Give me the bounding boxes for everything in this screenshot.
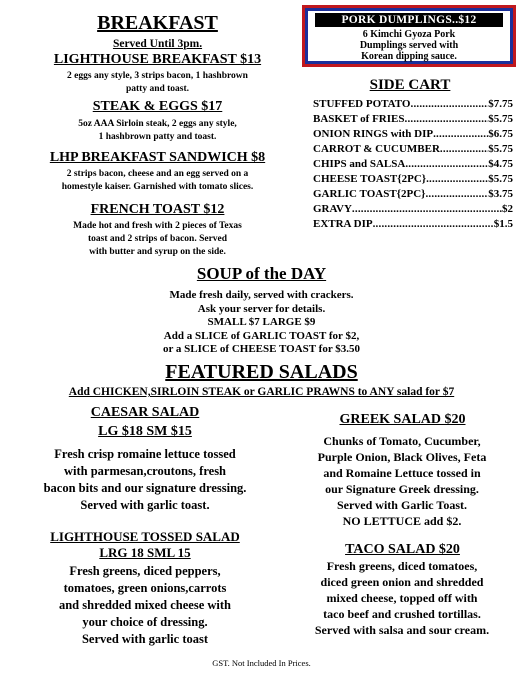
side-item-name: STUFFED POTATO <box>313 98 411 110</box>
desc-line: patty and toast. <box>125 84 190 94</box>
leader-dots <box>373 217 494 232</box>
desc-line: 1 hashbrown patty and toast. <box>98 132 217 142</box>
desc-line: NO LETTUCE add $2. <box>342 514 462 528</box>
steak-eggs-desc <box>25 118 290 144</box>
desc-line: Purple Onion, Black Olives, Feta <box>317 450 487 464</box>
side-item-price: $5.75 <box>488 143 513 155</box>
side-item-name: CHIPS and SALSA <box>313 158 406 170</box>
tossed-salad-sizes: LRG 18 SML 15 <box>99 545 191 560</box>
desc-line: Dumplings served with <box>359 40 459 51</box>
side-item-name: GRAVY <box>313 203 352 215</box>
greek-salad-desc <box>282 433 522 529</box>
soup-line: SMALL $7 LARGE $9 <box>207 316 316 328</box>
side-item-price: $5.75 <box>488 173 513 185</box>
soup-desc <box>0 289 523 357</box>
desc-line: Fresh crisp romaine lettuce tossed <box>54 447 236 461</box>
tossed-salad-name: LIGHTHOUSE TOSSED SALAD <box>50 529 240 544</box>
soup-line: Add a SLICE of GARLIC TOAST for $2, <box>163 329 360 342</box>
desc-line: diced green onion and shredded <box>320 575 484 589</box>
soup-line: or a SLICE of CHEESE TOAST for $3.50 <box>162 343 361 355</box>
desc-line: Fresh greens, diced tomatoes, <box>326 559 478 573</box>
desc-line: 2 strips bacon, cheese and an egg served on a <box>66 169 249 179</box>
desc-line: and Romaine Lettuce tossed in <box>323 466 481 480</box>
side-item-price: $1.5 <box>493 218 513 230</box>
side-item-name: CARROT & CUCUMBER <box>313 143 440 155</box>
desc-line: with parmesan,croutons, fresh <box>63 464 227 478</box>
breakfast-served-time: Served Until 3pm. <box>112 38 203 50</box>
side-item-name: ONION RINGS with DIP <box>313 128 434 140</box>
side-item-name: BASKET of FRIES <box>313 113 405 125</box>
lhp-sandwich-desc <box>25 168 290 194</box>
desc-line: bacon bits and our signature dressing. <box>43 481 247 495</box>
promo-title: PORK DUMPLINGS..$12 <box>315 13 503 27</box>
side-item-price: $6.75 <box>488 128 513 140</box>
desc-line: Served with salsa and sour cream. <box>314 623 490 637</box>
soup-line: Ask your server for details. <box>197 302 326 315</box>
lighthouse-breakfast-name: LIGHTHOUSE BREAKFAST $13 <box>53 52 262 67</box>
french-toast-desc <box>25 220 290 259</box>
taco-salad-desc <box>282 558 522 638</box>
steak-eggs-name: STEAK & EGGS $17 <box>92 99 223 114</box>
promo-desc <box>305 29 513 62</box>
side-item-price: $5.75 <box>488 113 513 125</box>
side-item <box>313 127 513 142</box>
side-item-name: EXTRA DIP <box>313 218 373 230</box>
side-item <box>313 187 513 202</box>
caesar-salad-name: CAESAR SALAD <box>90 405 200 420</box>
side-item <box>313 112 513 127</box>
side-item-name: GARLIC TOAST{2PC} <box>313 188 426 200</box>
desc-line: taco beef and crushed tortillas. <box>323 607 481 621</box>
side-item-price: $7.75 <box>488 98 513 110</box>
leader-dots <box>405 157 488 172</box>
desc-line: Fresh greens, diced peppers, <box>69 564 221 578</box>
desc-line: Made hot and fresh with 2 pieces of Texas <box>73 221 242 231</box>
side-item <box>313 157 513 172</box>
lhp-sandwich-name: LHP BREAKFAST SANDWICH $8 <box>49 150 266 165</box>
leader-dots <box>405 112 489 127</box>
french-toast-name: FRENCH TOAST $12 <box>90 202 225 217</box>
side-item <box>313 217 513 232</box>
soup-line: Made fresh daily, served with crackers. <box>169 289 354 301</box>
desc-line: your choice of dressing. <box>82 615 208 629</box>
desc-line: Korean dipping sauce. <box>361 51 457 62</box>
gst-note: GST. Not Included In Prices. <box>212 658 311 668</box>
desc-line: 5oz AAA Sirloin steak, 2 eggs any style, <box>78 119 237 129</box>
soup-title: SOUP of the DAY <box>196 264 327 283</box>
leader-dots <box>352 202 502 217</box>
desc-line: with butter and syrup on the side. <box>89 247 226 257</box>
desc-line: 6 Kimchi Gyoza Pork <box>362 29 456 40</box>
salad-addon-note: Add CHICKEN,SIRLOIN STEAK or GARLIC PRAWNS to ANY salad for $7 <box>68 386 455 398</box>
leader-dots <box>440 142 488 157</box>
side-item <box>313 202 513 217</box>
side-cart-title: SIDE CART <box>369 77 451 93</box>
desc-line: toast and 2 strips of bacon. Served <box>87 234 228 244</box>
desc-line: Served with garlic toast <box>81 632 209 646</box>
caesar-salad-sizes: LG $18 SM $15 <box>98 424 192 439</box>
desc-line: 2 eggs any style, 3 strips bacon, 1 hashbrown <box>67 71 248 81</box>
pork-dumplings-promo-box <box>302 5 516 67</box>
desc-line: our Signature Greek dressing. <box>325 482 479 496</box>
side-item <box>313 172 513 187</box>
leader-dots <box>426 172 488 187</box>
leader-dots <box>425 187 488 202</box>
side-item <box>313 142 513 157</box>
taco-salad-name: TACO SALAD $20 <box>345 542 460 557</box>
greek-salad-name: GREEK SALAD $20 <box>339 412 466 427</box>
side-item-price: $3.75 <box>488 188 513 200</box>
breakfast-title: BREAKFAST <box>97 12 218 34</box>
caesar-salad-desc <box>0 446 290 514</box>
side-item-price: $2 <box>502 203 513 215</box>
desc-line: mixed cheese, topped off with <box>326 591 478 605</box>
desc-line: Served with garlic toast. <box>80 498 210 512</box>
side-cart-list <box>313 97 513 232</box>
leader-dots <box>411 97 489 112</box>
desc-line: tomatoes, green onions,carrots <box>63 581 227 595</box>
lighthouse-breakfast-desc <box>25 70 290 96</box>
desc-line: and shredded mixed cheese with <box>58 598 231 612</box>
desc-line: homestyle kaiser. Garnished with tomato slices. <box>61 182 254 192</box>
leader-dots <box>433 127 488 142</box>
featured-salads-title: FEATURED SALADS <box>165 361 358 383</box>
desc-line: Served with Garlic Toast. <box>336 498 467 512</box>
side-item-price: $4.75 <box>488 158 513 170</box>
side-item <box>313 97 513 112</box>
desc-line: Chunks of Tomato, Cucumber, <box>323 434 481 448</box>
tossed-salad-desc <box>0 563 290 648</box>
side-item-name: CHEESE TOAST{2PC} <box>313 173 427 185</box>
